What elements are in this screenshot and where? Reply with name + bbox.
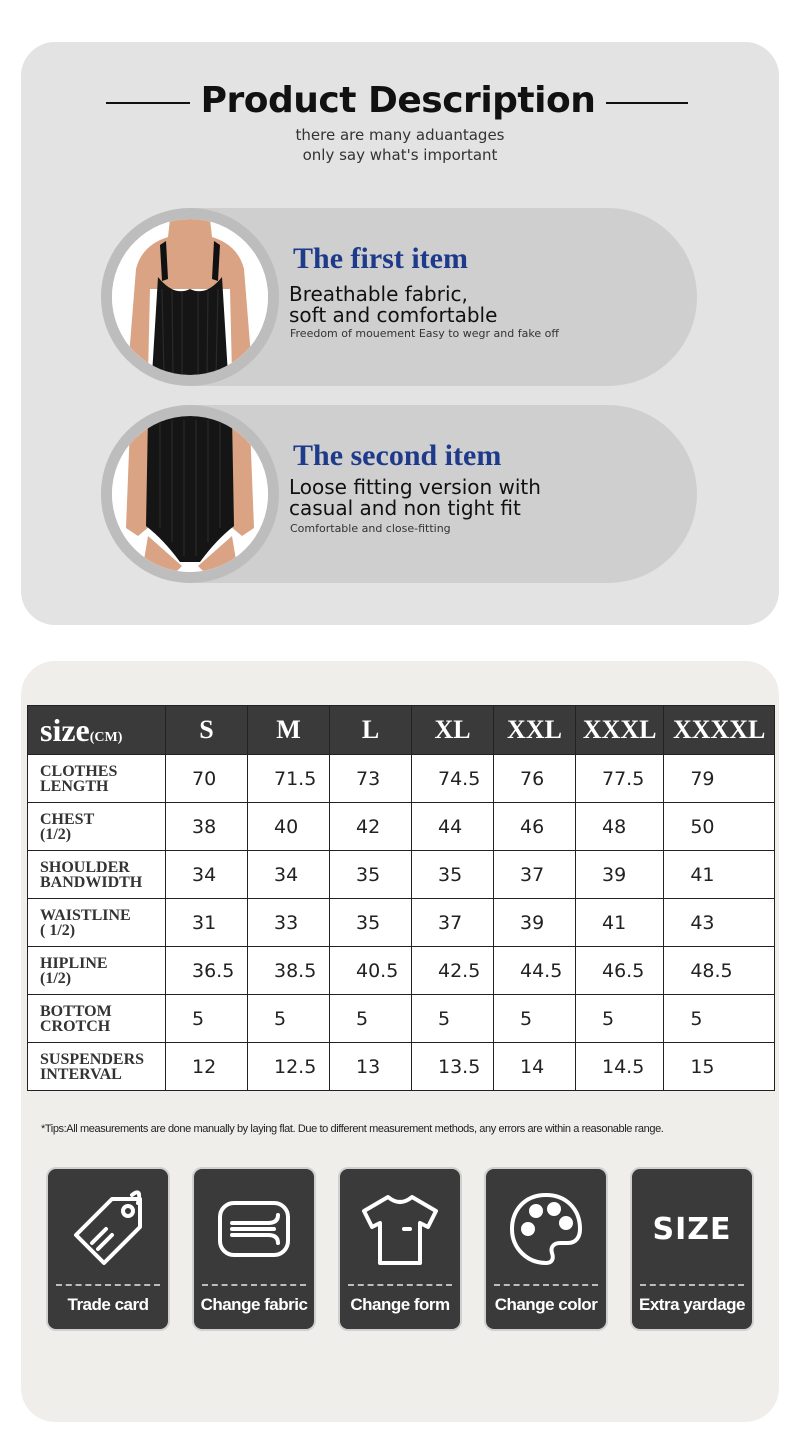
measurement-value: 48 — [576, 803, 664, 851]
measurement-value: 5 — [330, 995, 412, 1043]
measurement-value: 79 — [664, 755, 775, 803]
service-label: Extra yardage — [639, 1295, 745, 1314]
tshirt-icon — [360, 1183, 440, 1275]
measurement-label-line: BOTTOM — [40, 1002, 112, 1020]
measurement-label-line: BANDWIDTH — [40, 873, 143, 891]
size-header: XL — [412, 706, 494, 755]
measurement-tips: *Tips:All measurements are done manually by laying flat. Due to different measurement methods, any errors are within a reasonable range. — [41, 1123, 664, 1135]
measurement-value: 5 — [664, 995, 775, 1043]
service-tile-trade-card — [48, 1169, 168, 1329]
measurement-value: 42.5 — [412, 947, 494, 995]
item-note-first: Freedom of mouement Easy to wegr and fake off — [290, 327, 559, 340]
measurement-value: 46.5 — [576, 947, 664, 995]
measurement-row — [28, 947, 775, 995]
service-tile-change-form — [340, 1169, 460, 1329]
size-corner-cell — [28, 706, 166, 755]
feature-card-first — [101, 208, 697, 386]
service-tile-change-fabric — [194, 1169, 314, 1329]
item-line-first-1: Breathable fabric, — [289, 282, 468, 306]
measurement-value: 35 — [330, 851, 412, 899]
measurement-label-line: CLOTHES — [40, 762, 118, 780]
measurement-value: 31 — [166, 899, 248, 947]
measurement-label — [28, 755, 166, 803]
measurement-value: 71.5 — [248, 755, 330, 803]
measurement-value: 39 — [576, 851, 664, 899]
measurement-value: 35 — [412, 851, 494, 899]
measurement-label-line: SUSPENDERS — [40, 1050, 145, 1068]
subtitle-line-1: there are many aduantages — [295, 126, 505, 144]
measurement-value: 34 — [248, 851, 330, 899]
measurement-value: 73 — [330, 755, 412, 803]
size-header: M — [248, 706, 330, 755]
measurement-label-line: (1/2) — [40, 969, 72, 987]
measurement-value: 42 — [330, 803, 412, 851]
measurement-label — [28, 1043, 166, 1091]
measurement-value: 15 — [664, 1043, 775, 1091]
measurement-value: 5 — [576, 995, 664, 1043]
size-icon — [652, 1183, 732, 1275]
measurement-label-line: LENGTH — [40, 777, 109, 795]
measurement-value: 46 — [494, 803, 576, 851]
measurement-value: 14 — [494, 1043, 576, 1091]
measurement-row — [28, 995, 775, 1043]
service-label: Change form — [350, 1295, 450, 1314]
service-tile-extra-yardage — [632, 1169, 752, 1329]
measurement-value: 5 — [412, 995, 494, 1043]
measurement-value: 5 — [494, 995, 576, 1043]
tile-divider — [348, 1284, 452, 1286]
size-header: XXL — [494, 706, 576, 755]
measurement-value: 5 — [248, 995, 330, 1043]
measurement-value: 43 — [664, 899, 775, 947]
size-table-body — [28, 755, 775, 1091]
size-table — [27, 705, 775, 1091]
measurement-value: 74.5 — [412, 755, 494, 803]
measurement-value: 38 — [166, 803, 248, 851]
measurement-value: 76 — [494, 755, 576, 803]
measurement-label — [28, 995, 166, 1043]
size-header-row — [28, 706, 775, 755]
measurement-value: 13.5 — [412, 1043, 494, 1091]
feature-card-second — [101, 405, 697, 583]
measurement-value: 37 — [494, 851, 576, 899]
tile-divider — [640, 1284, 744, 1286]
tile-divider — [56, 1284, 160, 1286]
product-description-panel — [21, 42, 779, 625]
service-label: Change color — [494, 1295, 598, 1314]
size-header: XXXL — [576, 706, 664, 755]
measurement-label — [28, 947, 166, 995]
measurement-value: 12 — [166, 1043, 248, 1091]
measurement-value: 13 — [330, 1043, 412, 1091]
item-heading-second: The second item — [293, 439, 502, 472]
title-rule-left — [106, 102, 190, 104]
measurement-value: 41 — [576, 899, 664, 947]
page-title: Product Description — [200, 80, 596, 121]
tile-divider — [202, 1284, 306, 1286]
subtitle-line-2: only say what's important — [302, 146, 498, 164]
measurement-label-line: HIPLINE — [40, 954, 108, 972]
service-row — [48, 1169, 758, 1329]
size-chart-panel — [21, 661, 779, 1422]
size-icon-text: SIZE — [652, 1211, 732, 1247]
size-header: L — [330, 706, 412, 755]
palette-icon — [506, 1183, 586, 1275]
item-line-second-2: casual and non tight fit — [289, 496, 521, 520]
size-header: S — [166, 706, 248, 755]
title-rule-right — [606, 102, 688, 104]
measurement-label-line: CHEST — [40, 810, 95, 828]
measurement-row — [28, 899, 775, 947]
size-header: XXXXL — [664, 706, 775, 755]
measurement-value: 14.5 — [576, 1043, 664, 1091]
tile-divider — [494, 1284, 598, 1286]
measurement-row — [28, 803, 775, 851]
fabric-roll-icon — [214, 1183, 294, 1275]
item-line-first-2: soft and comfortable — [289, 303, 498, 327]
title-row — [21, 80, 779, 124]
measurement-row — [28, 851, 775, 899]
measurement-label-line: WAISTLINE — [40, 906, 131, 924]
item-heading-first: The first item — [293, 242, 468, 275]
measurement-value: 37 — [412, 899, 494, 947]
measurement-value: 48.5 — [664, 947, 775, 995]
measurement-value: 5 — [166, 995, 248, 1043]
measurement-value: 34 — [166, 851, 248, 899]
product-photo-back — [112, 416, 268, 572]
measurement-label-line: (1/2) — [40, 825, 72, 843]
measurement-label — [28, 803, 166, 851]
item-line-second-1: Loose fitting version with — [289, 475, 541, 499]
measurement-value: 44.5 — [494, 947, 576, 995]
measurement-value: 40 — [248, 803, 330, 851]
measurement-value: 41 — [664, 851, 775, 899]
measurement-row — [28, 755, 775, 803]
measurement-value: 33 — [248, 899, 330, 947]
product-photo-frame — [101, 208, 279, 386]
measurement-value: 50 — [664, 803, 775, 851]
product-photo-front — [112, 219, 268, 375]
measurement-value: 39 — [494, 899, 576, 947]
measurement-row — [28, 1043, 775, 1091]
measurement-value: 35 — [330, 899, 412, 947]
measurement-value: 40.5 — [330, 947, 412, 995]
measurement-value: 38.5 — [248, 947, 330, 995]
service-tile-change-color — [486, 1169, 606, 1329]
measurement-label — [28, 899, 166, 947]
size-corner-label: size — [40, 711, 90, 748]
measurement-label-line: INTERVAL — [40, 1065, 122, 1083]
measurement-value: 77.5 — [576, 755, 664, 803]
measurement-label-line: SHOULDER — [40, 858, 130, 876]
tag-icon — [68, 1183, 148, 1275]
measurement-value: 36.5 — [166, 947, 248, 995]
measurement-label-line: CROTCH — [40, 1017, 111, 1035]
measurement-value: 44 — [412, 803, 494, 851]
item-note-second: Comfortable and close-fitting — [290, 522, 451, 535]
measurement-value: 70 — [166, 755, 248, 803]
service-label: Trade card — [67, 1295, 149, 1314]
measurement-label-line: ( 1/2) — [40, 921, 76, 939]
product-photo-frame — [101, 405, 279, 583]
measurement-value: 12.5 — [248, 1043, 330, 1091]
measurement-label — [28, 851, 166, 899]
service-label: Change fabric — [200, 1295, 308, 1314]
size-corner-unit: (CM) — [89, 729, 123, 745]
